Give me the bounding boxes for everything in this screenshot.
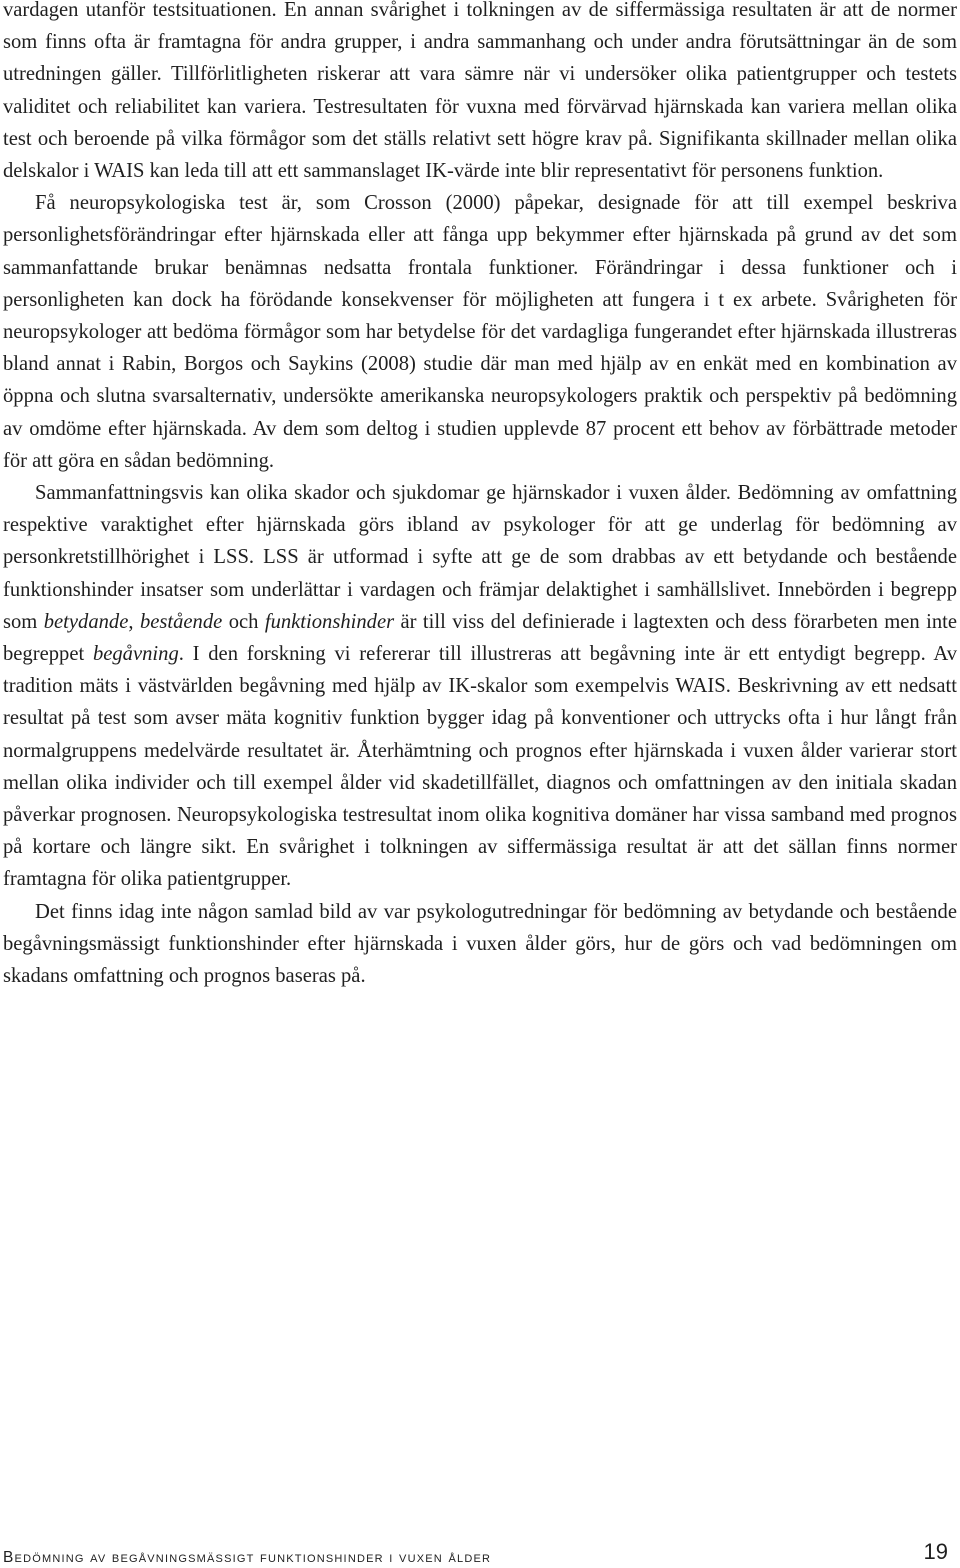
paragraph-3-text-5: . I den forskning vi refererar till illustreras att begåvning inte är ett entydigt begrepp. Av tradition mäts i västvärlden begåvning med hjälp av IK-skalor som exempelvis WAIS. Beskrivning av ett nedsatt resultat på test som avser mäta kognitiv funktion bygger idag på konventioner och uttrycks ofta i hur långt från normalgruppens medelvärde resultatet är. Återhämtning och prognos efter hjärnskada i vuxen ålder varierar stort mellan olika individer och till exempel ålder vid skadetillfället, diagnos och omfattningen av den initiala skadan påverkar prognosen. Neuropsykologiska testresultat inom olika kognitiva domäner har vissa samband med prognos på kortare och längre sikt. En svårighet i tolkningen av siffermässiga resultat är att det sällan finns normer framtagna för olika patientgrupper. xyxy=(3,643,958,891)
paragraph-3 xyxy=(3,477,957,896)
paragraph-4 xyxy=(3,896,957,993)
paragraph-3-text-1: Sammanfattningsvis kan olika skador och sjukdomar ge hjärnskador i vuxen ålder. Bedömning av omfattning respektive varaktighet efter hjärnskada görs ibland av psykologer för att ge underlag för bedömning av personkretstillhörighet i LSS. LSS är utformad i syfte att ge de som drabbas av ett betydande och bestående funktionshinder insatser som underlättar i vardagen och främjar delaktighet i samhällslivet. Innebörden i begrepp som xyxy=(3,482,957,633)
paragraph-3-text-3: och xyxy=(222,610,265,633)
running-title: Bedömning av begåvningsmässigt funktionshinder i vuxen ålder xyxy=(3,1549,492,1566)
term-funktionshinder: funktionshinder xyxy=(264,610,395,633)
paragraph-2-text: Få neuropsykologiska test är, som Crosson (2000) påpekar, designade för att till exempel beskriva personlighetsförändringar efter hjärnskada eller att fånga upp bekymmer efter hjärnskada på grund av det som sammanfattande brukar benämnas nedsatta frontala funktioner. Förändringar i dessa funktioner och i personligheten kan dock ha förödande konsekvenser för möjligheten att fungera i t ex arbete. Svårigheten för neuropsykologer att bedöma förmågor som har betydelse för det vardagliga fungerandet efter hjärnskada illustreras bland annat i Rabin, Borgos och Saykins (2008) studie där man med hjälp av en enkät med en kombination av öppna och slutna svarsalternativ, undersökte amerikanska neuropsykologers praktik och perspektiv på bedömning av omdöme efter hjärnskada. Av dem som deltog i studien upplevde 87 procent ett behov av förbättrade metoder för att göra en sådan bedömning. xyxy=(3,192,957,472)
paragraph-1 xyxy=(3,0,957,187)
term-bestaende: bestående xyxy=(139,610,223,633)
term-begavning: begåvning xyxy=(92,643,179,666)
paragraph-2 xyxy=(3,187,957,477)
paragraph-3-text-4: är till viss del definierade i lagtexten och dess förarbeten men inte begreppet xyxy=(3,610,958,666)
paragraph-3-text-2: , xyxy=(128,610,140,633)
page-footer xyxy=(3,1528,948,1568)
paragraph-1-text: vardagen utanför testsituationen. En annan svårighet i tolkningen av de siffermässiga resultaten är att de normer som finns ofta är framtagna för andra grupper, i andra sammanhang och under andra förutsättningar än de som utredningen gäller. Tillförlitligheten riskerar att vara sämre när vi undersöker olika patientgrupper och testets validitet och reliabilitet kan variera. Testresultaten för vuxna med förvärvad hjärnskada kan variera mellan olika test och beroende på vilka förmågor som det ställs relativt sett högre krav på. Signifikanta skillnader mellan olika delskalor i WAIS kan leda till att ett sammanslaget IK-värde inte blir representativt för personens funktion. xyxy=(3,0,957,183)
page-number: 19 xyxy=(923,1539,948,1564)
paragraph-4-text: Det finns idag inte någon samlad bild av var psykologutredningar för bedömning av betydande och bestående begåvningsmässigt funktionshinder efter hjärnskada i vuxen ålder görs, hur de görs och vad bedömningen om skadans omfattning och prognos baseras på. xyxy=(3,900,957,988)
document-body xyxy=(3,0,957,992)
term-betydande: betydande xyxy=(43,610,129,633)
